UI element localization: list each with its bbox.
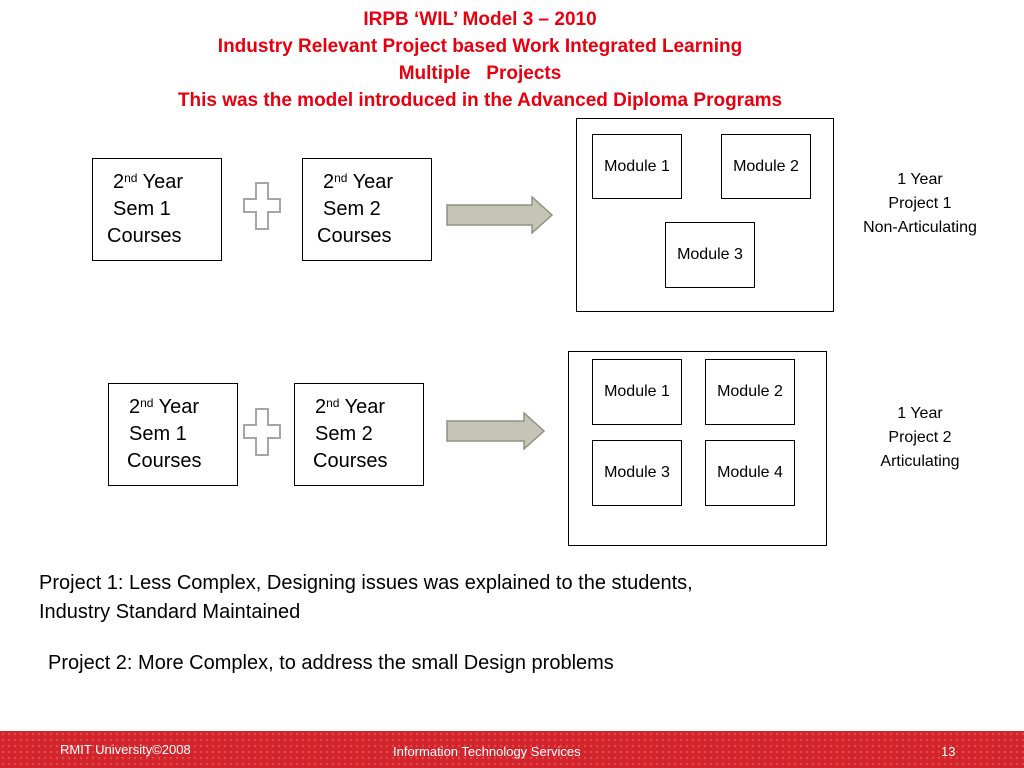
project2-module-3: Module 3 bbox=[592, 440, 682, 506]
sem-label: Sem 1 bbox=[113, 198, 171, 220]
right-arrow-icon bbox=[446, 412, 546, 450]
project-name-label: Project 1 bbox=[888, 195, 952, 212]
footer-copyright: RMIT University©2008 bbox=[60, 742, 191, 757]
title-line-4: This was the model introduced in the Advanced Diploma Programs bbox=[177, 90, 783, 111]
footer-department: Information Technology Services bbox=[393, 744, 581, 759]
courses-label: Courses bbox=[107, 225, 182, 247]
project1-label bbox=[840, 168, 1000, 240]
articulation-label: Non-Articulating bbox=[863, 219, 977, 236]
title-line-3: Multiple Projects bbox=[398, 63, 562, 84]
duration-label: 1 Year bbox=[897, 405, 943, 422]
project-name-label: Project 2 bbox=[888, 429, 952, 446]
project2-note bbox=[48, 649, 614, 678]
year-word: Year bbox=[153, 396, 200, 418]
project2-module-1: Module 1 bbox=[592, 359, 682, 425]
slide-number: 13 bbox=[941, 744, 956, 759]
sem-label: Sem 1 bbox=[129, 423, 187, 445]
year-word: Year bbox=[347, 171, 394, 193]
project1-module-1: Module 1 bbox=[592, 134, 682, 199]
ordinal-suffix: nd bbox=[140, 396, 154, 410]
project1-module-3: Module 3 bbox=[665, 222, 755, 288]
right-arrow-icon bbox=[446, 196, 554, 234]
sem-label: Sem 2 bbox=[315, 423, 373, 445]
footer-bar bbox=[0, 731, 1024, 768]
ordinal-suffix: nd bbox=[124, 171, 138, 185]
year-word: Year bbox=[137, 171, 184, 193]
project1-note bbox=[39, 569, 693, 627]
title-line-1: IRPB ‘WIL’ Model 3 – 2010 bbox=[363, 9, 597, 30]
year2-sem1-courses-box-row2 bbox=[108, 383, 238, 486]
project1-note-line-1: Project 1: Less Complex, Designing issues was explained to the students, bbox=[39, 572, 693, 594]
sem-label: Sem 2 bbox=[323, 198, 381, 220]
ordinal-suffix: nd bbox=[326, 396, 340, 410]
articulation-label: Articulating bbox=[880, 453, 960, 470]
plus-icon bbox=[243, 408, 281, 456]
project2-module-4: Module 4 bbox=[705, 440, 795, 506]
courses-label: Courses bbox=[313, 450, 388, 472]
year2-sem2-courses-box-row1 bbox=[302, 158, 432, 261]
year2-sem2-courses-box-row2 bbox=[294, 383, 424, 486]
courses-label: Courses bbox=[317, 225, 392, 247]
project2-note-text: Project 2: More Complex, to address the small Design problems bbox=[48, 652, 614, 674]
project1-note-line-2: Industry Standard Maintained bbox=[39, 601, 301, 623]
ordinal-suffix: nd bbox=[334, 171, 348, 185]
slide-title bbox=[0, 6, 960, 114]
ordinal-number: 2 bbox=[315, 396, 327, 418]
duration-label: 1 Year bbox=[897, 171, 943, 188]
ordinal-number: 2 bbox=[113, 171, 125, 193]
year2-sem1-courses-box-row1 bbox=[92, 158, 222, 261]
plus-icon bbox=[243, 182, 281, 230]
project2-module-2: Module 2 bbox=[705, 359, 795, 425]
year-word: Year bbox=[339, 396, 386, 418]
project2-label bbox=[840, 402, 1000, 474]
ordinal-number: 2 bbox=[129, 396, 141, 418]
courses-label: Courses bbox=[127, 450, 202, 472]
project1-module-2: Module 2 bbox=[721, 134, 811, 199]
ordinal-number: 2 bbox=[323, 171, 335, 193]
title-line-2: Industry Relevant Project based Work Integrated Learning bbox=[217, 36, 743, 57]
